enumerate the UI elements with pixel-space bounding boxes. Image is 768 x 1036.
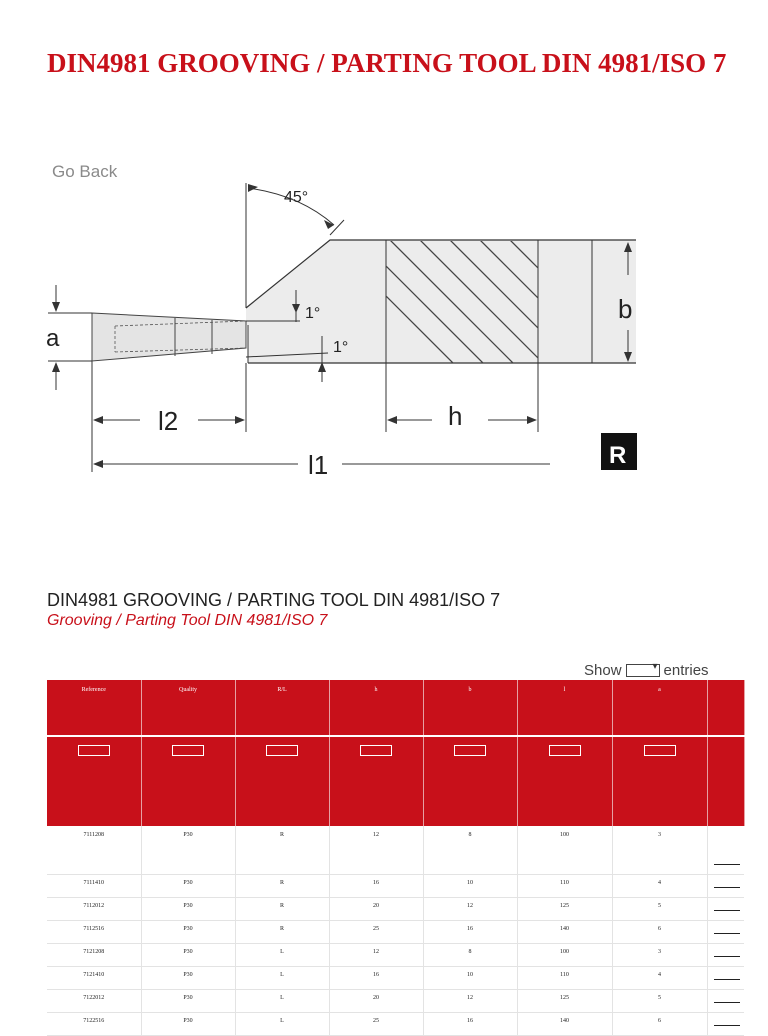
cell-l: 140 xyxy=(517,1013,612,1036)
cell-l: 140 xyxy=(517,921,612,944)
cell-h: 16 xyxy=(329,967,423,990)
cell-quality: P30 xyxy=(141,898,235,921)
dash-icon xyxy=(714,979,741,980)
cell-a: 5 xyxy=(612,990,707,1013)
section-subtitle: Grooving / Parting Tool DIN 4981/ISO 7 xyxy=(47,612,328,629)
cell-reference: 7111208 xyxy=(47,826,141,875)
dash-icon xyxy=(714,956,741,957)
cell-rl: R xyxy=(235,826,329,875)
dash-icon xyxy=(714,1025,741,1026)
table-row xyxy=(47,990,744,1013)
filter-input-b[interactable] xyxy=(454,745,486,756)
cell-quality: P30 xyxy=(141,944,235,967)
cell-b: 10 xyxy=(423,967,517,990)
cell-quality: P30 xyxy=(141,826,235,875)
cell-reference: 7112012 xyxy=(47,898,141,921)
products-table xyxy=(47,680,745,1036)
cell-l: 110 xyxy=(517,967,612,990)
row-action[interactable] xyxy=(707,990,744,1013)
cell-a: 3 xyxy=(612,826,707,875)
label-b: b xyxy=(618,294,633,324)
row-action[interactable] xyxy=(707,826,744,875)
cell-h: 12 xyxy=(329,826,423,875)
cell-l: 100 xyxy=(517,944,612,967)
col-header-b[interactable]: b xyxy=(423,680,517,736)
col-header-a[interactable]: a xyxy=(612,680,707,736)
cell-reference: 7121208 xyxy=(47,944,141,967)
entries-label: entries xyxy=(663,662,709,679)
row-action[interactable] xyxy=(707,898,744,921)
cell-b: 10 xyxy=(423,875,517,898)
label-l1: l1 xyxy=(308,450,329,480)
filter-input-l[interactable] xyxy=(549,745,581,756)
cell-b: 8 xyxy=(423,944,517,967)
cell-a: 6 xyxy=(612,921,707,944)
filter-input-reference[interactable] xyxy=(78,745,110,756)
cell-reference: 7122012 xyxy=(47,990,141,1013)
table-row xyxy=(47,967,744,990)
page-title: DIN4981 GROOVING / PARTING TOOL DIN 4981/ISO 7 xyxy=(47,48,727,78)
table-row xyxy=(47,921,744,944)
cell-a: 5 xyxy=(612,898,707,921)
row-action[interactable] xyxy=(707,875,744,898)
angle-1-upper: 1° xyxy=(305,305,321,322)
col-header-action xyxy=(707,680,744,736)
cell-rl: R xyxy=(235,921,329,944)
cell-b: 8 xyxy=(423,826,517,875)
row-action[interactable] xyxy=(707,921,744,944)
table-row xyxy=(47,944,744,967)
col-header-quality[interactable]: Quality xyxy=(141,680,235,736)
row-action[interactable] xyxy=(707,967,744,990)
section-title: DIN4981 GROOVING / PARTING TOOL DIN 4981/ISO 7 xyxy=(47,590,501,610)
table-filter-row xyxy=(47,736,744,826)
cell-a: 6 xyxy=(612,1013,707,1036)
cell-reference: 7111410 xyxy=(47,875,141,898)
label-h: h xyxy=(448,401,463,431)
cell-h: 20 xyxy=(329,990,423,1013)
table-row xyxy=(47,826,744,875)
cell-l: 100 xyxy=(517,826,612,875)
cell-reference: 7112516 xyxy=(47,921,141,944)
cell-l: 110 xyxy=(517,875,612,898)
angle-1-lower: 1° xyxy=(333,339,349,356)
cell-rl: L xyxy=(235,944,329,967)
tool-body xyxy=(246,240,636,363)
entries-select[interactable] xyxy=(626,664,660,677)
cell-quality: P30 xyxy=(141,967,235,990)
dash-icon xyxy=(714,1002,741,1003)
cell-h: 16 xyxy=(329,875,423,898)
show-label: Show xyxy=(584,662,622,679)
col-header-rl[interactable]: R/L xyxy=(235,680,329,736)
cell-quality: P30 xyxy=(141,990,235,1013)
dash-icon xyxy=(714,887,741,888)
cell-reference: 7121410 xyxy=(47,967,141,990)
row-action[interactable] xyxy=(707,944,744,967)
cell-b: 16 xyxy=(423,1013,517,1036)
dash-icon xyxy=(714,864,741,865)
cell-a: 4 xyxy=(612,967,707,990)
filter-input-quality[interactable] xyxy=(172,745,204,756)
label-l2: l2 xyxy=(158,406,179,436)
dash-icon xyxy=(714,933,741,934)
cell-rl: L xyxy=(235,967,329,990)
angle-45-label: 45° xyxy=(284,189,309,206)
cell-h: 12 xyxy=(329,944,423,967)
table-row xyxy=(47,875,744,898)
filter-input-rl[interactable] xyxy=(266,745,298,756)
cell-rl: L xyxy=(235,990,329,1013)
cell-h: 25 xyxy=(329,921,423,944)
show-entries-control xyxy=(584,662,709,679)
col-header-l[interactable]: l xyxy=(517,680,612,736)
cell-a: 4 xyxy=(612,875,707,898)
dash-icon xyxy=(714,910,741,911)
table-row xyxy=(47,1013,744,1036)
cell-quality: P30 xyxy=(141,875,235,898)
cell-rl: R xyxy=(235,898,329,921)
filter-input-h[interactable] xyxy=(360,745,392,756)
cell-h: 25 xyxy=(329,1013,423,1036)
table-header-row xyxy=(47,680,744,736)
cell-b: 12 xyxy=(423,898,517,921)
go-back-link[interactable]: Go Back xyxy=(52,162,118,181)
cell-reference: 7122516 xyxy=(47,1013,141,1036)
label-a: a xyxy=(46,325,60,352)
r-badge-label: R xyxy=(609,442,627,469)
cell-quality: P30 xyxy=(141,1013,235,1036)
cell-b: 12 xyxy=(423,990,517,1013)
cell-b: 16 xyxy=(423,921,517,944)
cell-quality: P30 xyxy=(141,921,235,944)
col-header-h[interactable]: h xyxy=(329,680,423,736)
cell-h: 20 xyxy=(329,898,423,921)
filter-input-a[interactable] xyxy=(644,745,676,756)
row-action[interactable] xyxy=(707,1013,744,1036)
cell-rl: R xyxy=(235,875,329,898)
cell-l: 125 xyxy=(517,898,612,921)
col-header-reference[interactable]: Reference xyxy=(47,680,141,736)
table-row xyxy=(47,898,744,921)
cell-l: 125 xyxy=(517,990,612,1013)
cell-a: 3 xyxy=(612,944,707,967)
cell-rl: L xyxy=(235,1013,329,1036)
